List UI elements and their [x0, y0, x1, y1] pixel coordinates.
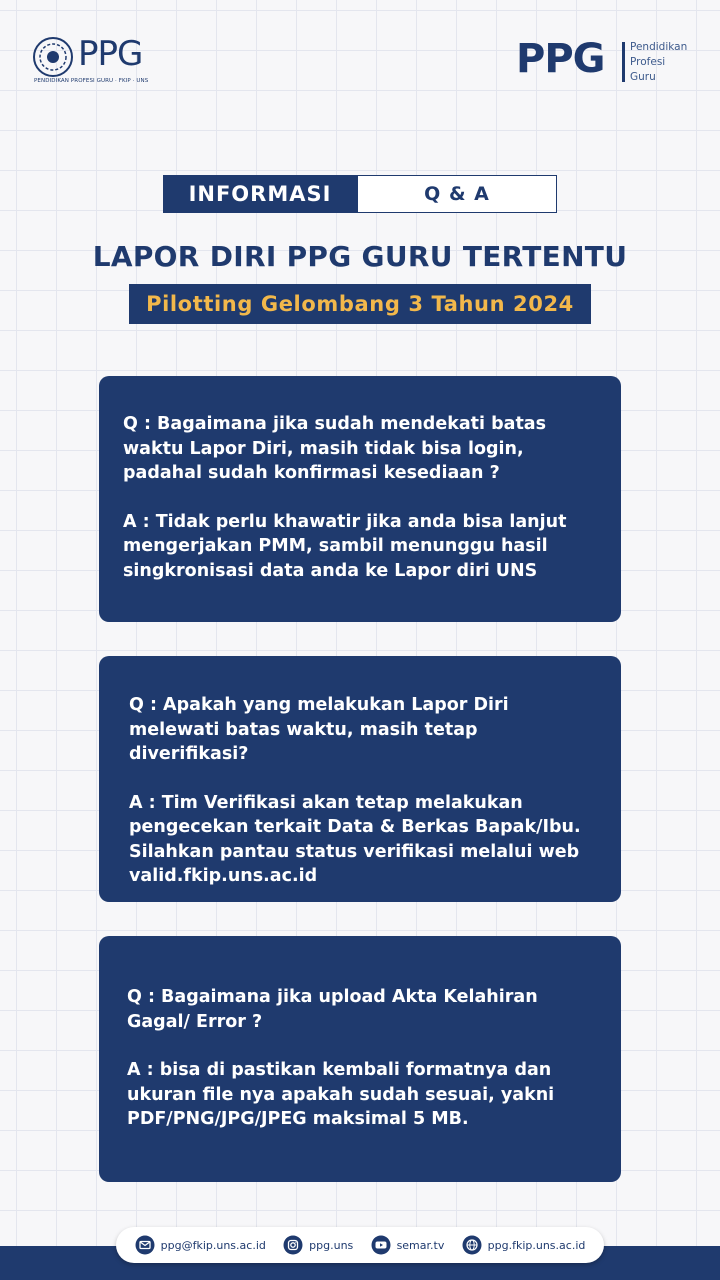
contact-email-text: ppg@fkip.uns.ac.id — [160, 1238, 266, 1252]
web-icon — [462, 1235, 482, 1255]
section-tabs — [163, 175, 557, 213]
contact-youtube-text: semar.tv — [396, 1238, 445, 1252]
contact-email[interactable] — [135, 1235, 266, 1255]
contact-bar — [116, 1227, 604, 1263]
contact-website[interactable] — [462, 1235, 586, 1255]
tab-informasi: INFORMASI — [163, 175, 357, 213]
ppg-uns-logo — [32, 34, 162, 86]
subtitle-text: Pilotting Gelombang 3 Tahun 2024 — [146, 292, 574, 316]
uns-seal-icon — [32, 36, 74, 78]
left-logo-subtext: PENDIDIKAN PROFESI GURU · FKIP · UNS — [34, 78, 149, 84]
subtitle-banner — [129, 284, 591, 324]
tab-qa: Q & A — [357, 175, 557, 213]
qa-card — [99, 656, 621, 902]
contact-website-text: ppg.fkip.uns.ac.id — [487, 1238, 586, 1252]
answer-text: A : Tidak perlu khawatir jika anda bisa lanjut mengerjakan PMM, sambil menunggu hasil singkronisasi data anda ke Lapor diri UNS — [123, 511, 567, 581]
question-text: Q : Bagaimana jika upload Akta Kelahiran Gagal/ Error ? — [127, 987, 538, 1032]
left-logo-wordmark: PPG — [78, 34, 143, 74]
question-text: Q : Bagaimana jika sudah mendekati batas waktu Lapor Diri, masih tidak bisa login, padahal sudah konfirmasi kesediaan ? — [123, 414, 547, 483]
answer-text: A : bisa di pastikan kembali formatnya dan ukuran file nya apakah sudah sesuai, yakni PDF/PNG/JPG/JPEG maksimal 5 MB. — [127, 1060, 555, 1129]
question-text: Q : Apakah yang melakukan Lapor Diri melewati batas waktu, masih tetap diverifikasi? — [129, 695, 509, 764]
answer-text: A : Tim Verifikasi akan tetap melakukan pengecekan terkait Data & Berkas Bapak/Ibu. Silahkan pantau status verifikasi melalui web valid.fkip.uns.ac.id — [129, 792, 581, 886]
instagram-icon — [283, 1235, 303, 1255]
right-logo-words: Pendidikan Profesi Guru — [630, 41, 688, 83]
contact-instagram[interactable] — [283, 1235, 353, 1255]
contact-youtube[interactable] — [371, 1235, 445, 1255]
email-icon — [135, 1235, 155, 1255]
qa-card — [99, 936, 621, 1182]
qa-card — [99, 376, 621, 622]
contact-instagram-text: ppg.uns — [309, 1238, 354, 1252]
right-logo-wordmark: PPG — [516, 36, 605, 82]
ppg-logo — [516, 38, 706, 86]
youtube-icon — [371, 1235, 391, 1255]
page-title: LAPOR DIRI PPG GURU TERTENTU — [92, 240, 628, 273]
logo-divider — [622, 42, 625, 82]
